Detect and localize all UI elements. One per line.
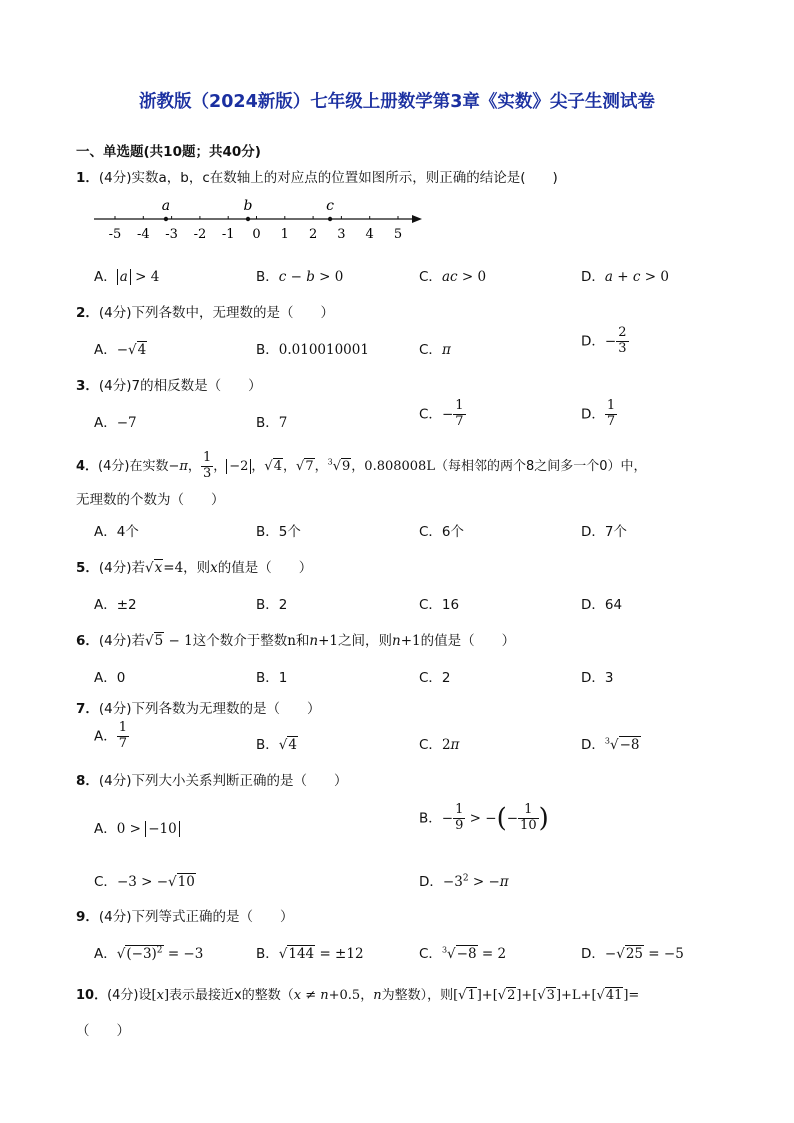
question-1 bbox=[76, 166, 558, 186]
number-line-tick-label: 3 bbox=[337, 227, 346, 242]
q7-option-b[interactable]: B．√4 bbox=[256, 737, 297, 753]
q9-option-a[interactable]: A．$√(-3)^2 = -3$ bbox=[94, 945, 204, 962]
q3-option-a[interactable]: A．−7 bbox=[94, 415, 137, 431]
number-line-point-c bbox=[328, 217, 332, 221]
q1-option-c[interactable]: C．ac > 0 bbox=[419, 269, 487, 285]
question-6: 6．(4分)若√5 − 1这个数介于整数n和n+1之间，则n+1的值是（ ） bbox=[76, 633, 516, 649]
q3-text: 7的相反数是（ ） bbox=[131, 378, 262, 394]
q9-text: 下列等式正确的是（ ） bbox=[131, 909, 294, 925]
q7-option-c[interactable]: C．2π bbox=[419, 737, 460, 753]
q7-option-a[interactable]: A． $\frac{1}{7}$ bbox=[94, 720, 128, 751]
q4-option-c[interactable]: C．6个 bbox=[419, 524, 465, 540]
number-line-point-label-c: c bbox=[326, 198, 335, 214]
number-line bbox=[90, 194, 425, 244]
q4-option-a[interactable]: A．4个 bbox=[94, 524, 139, 540]
number-line-tick-label: -1 bbox=[221, 227, 235, 242]
q2-option-b[interactable]: B．0.010010001 bbox=[256, 342, 369, 358]
q4-option-b[interactable]: B．5个 bbox=[256, 524, 301, 540]
number-line-tick-label: 5 bbox=[393, 227, 403, 242]
number-line-point-label-a: a bbox=[161, 198, 171, 214]
q2-option-c[interactable]: C．π bbox=[419, 342, 451, 358]
question-8 bbox=[76, 769, 348, 789]
question-4: 4．(4分)在实数−π， $\frac{1}{3}$ ， −2 ，√4，√7，$^3$√9，0.808008L（每相邻的两个8之间多一个0）中， bbox=[76, 450, 647, 481]
q9-option-d[interactable]: D．−√25 = −5 bbox=[581, 946, 684, 962]
q3-number: 3． bbox=[76, 378, 99, 394]
q7-option-d[interactable]: D．$^3$√−8 bbox=[581, 736, 640, 753]
number-line-tick-label: -5 bbox=[108, 227, 122, 242]
number-line-tick-label: -2 bbox=[193, 227, 207, 242]
q2-option-d[interactable]: D．− $\frac{2}{3}$ bbox=[581, 325, 627, 356]
q8-option-d[interactable]: D．$-3^2 > -\pi$ bbox=[419, 873, 509, 890]
q2-number: 2． bbox=[76, 305, 99, 321]
q8-score: (4分) bbox=[98, 773, 132, 789]
q1-number: 1． bbox=[76, 170, 99, 186]
q5-option-d[interactable]: D．64 bbox=[581, 597, 623, 613]
q8-number: 8． bbox=[76, 773, 99, 789]
q8-text: 下列大小关系判断正确的是（ ） bbox=[131, 773, 348, 789]
question-7 bbox=[76, 697, 321, 717]
q1-score: (4分) bbox=[98, 170, 132, 186]
q8-option-a[interactable]: A．0 > −10 bbox=[94, 817, 180, 837]
q1-text: 实数a，b，c在数轴上的对应点的位置如图所示，则正确的结论是( ) bbox=[131, 170, 558, 186]
q5-option-a[interactable]: A．±2 bbox=[94, 597, 137, 613]
q4-text-line2: 无理数的个数为（ ） bbox=[76, 492, 225, 508]
q4-option-d[interactable]: D．7个 bbox=[581, 524, 627, 540]
q7-number: 7． bbox=[76, 701, 99, 717]
number-line-arrow bbox=[412, 215, 422, 223]
q9-score: (4分) bbox=[98, 909, 132, 925]
question-10: 10．(4分)设[x]表示最接近x的整数（x ≠ n+0.5，n为整数），则[√1]+[√2]+[√3]+L+[√41]= bbox=[76, 988, 640, 1003]
q3-score: (4分) bbox=[98, 378, 132, 394]
question-3 bbox=[76, 374, 262, 394]
q5-option-c[interactable]: C．16 bbox=[419, 597, 460, 613]
q10-text-line2: （ ） bbox=[76, 1023, 130, 1039]
question-9 bbox=[76, 905, 294, 925]
q3-option-b[interactable]: B．7 bbox=[256, 415, 288, 431]
page-title: 浙教版（2024新版）七年级上册数学第3章《实数》尖子生测试卷 bbox=[139, 92, 655, 112]
q7-score: (4分) bbox=[98, 701, 132, 717]
q6-option-d[interactable]: D．3 bbox=[581, 670, 614, 686]
number-line-tick-label: 1 bbox=[280, 227, 289, 242]
q9-number: 9． bbox=[76, 909, 99, 925]
q2-score: (4分) bbox=[98, 305, 132, 321]
question-5: 5．(4分)若√x=4，则x的值是（ ） bbox=[76, 560, 313, 576]
q3-option-c[interactable]: C．− $\frac{1}{7}$ bbox=[419, 398, 464, 429]
q6-option-b[interactable]: B．1 bbox=[256, 670, 288, 686]
q8-option-b[interactable]: B．− $\frac{1}{9}$ > −(− $\frac{1}{10}$ ) bbox=[419, 802, 549, 834]
number-line-tick-label: 2 bbox=[308, 227, 318, 242]
q1-option-d[interactable]: D．a + c > 0 bbox=[581, 269, 669, 285]
number-line-tick-label: -3 bbox=[165, 227, 178, 242]
q1-option-b[interactable]: B．c − b > 0 bbox=[256, 269, 344, 285]
q3-option-d[interactable]: D． $\frac{1}{7}$ bbox=[581, 398, 616, 429]
q1-option-a[interactable]: A． a > 4 bbox=[94, 269, 160, 285]
q5-option-b[interactable]: B．2 bbox=[256, 597, 288, 613]
number-line-point-label-b: b bbox=[243, 198, 253, 214]
question-2 bbox=[76, 301, 334, 321]
q6-option-a[interactable]: A．0 bbox=[94, 670, 126, 686]
q7-text: 下列各数为无理数的是（ ） bbox=[131, 701, 321, 717]
number-line-tick-label: -4 bbox=[136, 227, 150, 242]
number-line-point-b bbox=[246, 217, 250, 221]
number-line-point-a bbox=[164, 217, 168, 221]
q2-text: 下列各数中，无理数的是（ ） bbox=[131, 305, 335, 321]
number-line-tick-label: 4 bbox=[365, 227, 374, 242]
q6-option-c[interactable]: C．2 bbox=[419, 670, 451, 686]
section-heading: 一、单选题(共10题；共40分) bbox=[76, 144, 261, 160]
q9-option-b[interactable]: B．√144 = ±12 bbox=[256, 946, 364, 962]
q8-option-c[interactable]: C．−3 > −√10 bbox=[94, 874, 195, 890]
q2-option-a[interactable]: A．−√4 bbox=[94, 342, 147, 358]
q9-option-c[interactable]: C．$^3$√−8 = 2 bbox=[419, 945, 507, 962]
number-line-tick-label: 0 bbox=[252, 227, 261, 242]
